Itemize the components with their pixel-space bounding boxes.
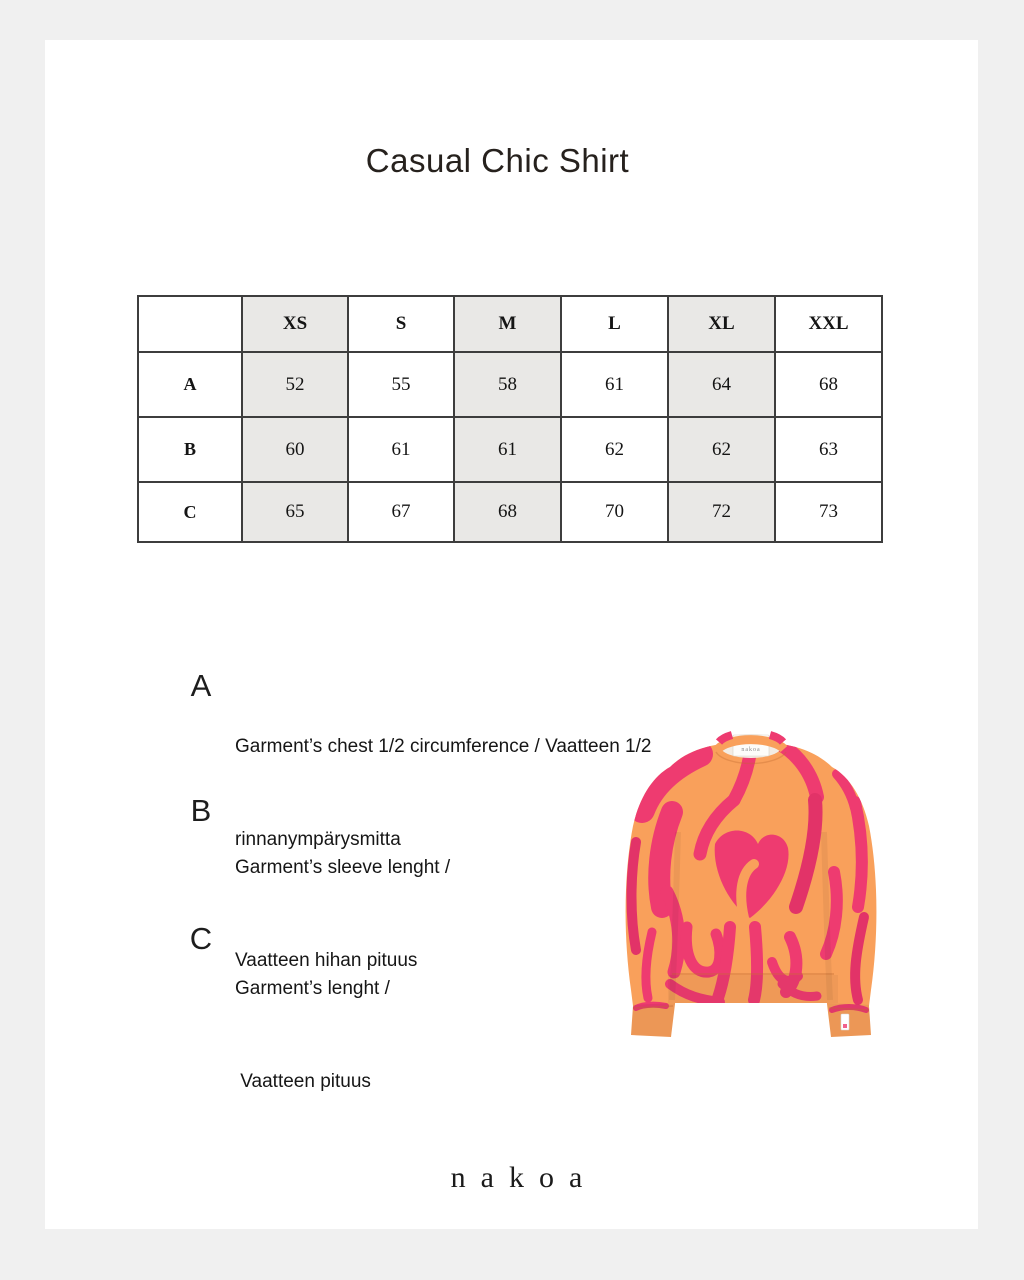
legend-letter-c: C (189, 921, 213, 956)
brand-logo (45, 1161, 978, 1195)
size-value-cell: 73 (775, 482, 882, 542)
size-value-cell: 60 (242, 417, 348, 482)
product-photo-sweatshirt (612, 722, 890, 1042)
legend-letter-a: A (190, 668, 212, 703)
size-value-cell: 61 (348, 417, 454, 482)
svg-text:nakoa: nakoa (741, 747, 761, 753)
size-value-cell: 64 (668, 352, 775, 417)
legend-text-b-line1: Garment’s sleeve lenght / (235, 857, 451, 878)
measure-row-label-c: C (138, 482, 242, 542)
size-value-cell: 58 (454, 352, 561, 417)
size-guide-card (45, 40, 978, 1229)
size-col-header-xl: XL (668, 296, 775, 352)
size-value-cell: 62 (668, 417, 775, 482)
size-table (137, 295, 883, 543)
size-value-cell: 65 (242, 482, 348, 542)
size-col-header-xxl: XXL (775, 296, 882, 352)
size-value-cell: 67 (348, 482, 454, 542)
size-value-cell: 55 (348, 352, 454, 417)
legend-text-c-line2: Vaatteen pituus (235, 1071, 371, 1092)
table-row-a (138, 352, 882, 417)
brand-logo-text: nakoa (450, 1161, 598, 1194)
legend-text-b-line2: Vaatteen hihan pituus (235, 950, 418, 971)
legend-text-a-line2: rinnanympärysmitta (235, 829, 401, 850)
size-value-cell: 70 (561, 482, 668, 542)
size-value-cell: 62 (561, 417, 668, 482)
size-value-cell: 72 (668, 482, 775, 542)
size-value-cell: 63 (775, 417, 882, 482)
measure-row-label-b: B (138, 417, 242, 482)
size-col-header-l: L (561, 296, 668, 352)
cuff-tag (841, 1014, 849, 1030)
size-value-cell: 68 (454, 482, 561, 542)
table-row-c (138, 482, 882, 542)
sweatshirt-body (612, 722, 890, 1042)
size-value-cell: 52 (242, 352, 348, 417)
legend-text-c-line1: Garment’s lenght / (235, 978, 390, 999)
size-table-header-row (138, 296, 882, 352)
size-col-header-s: S (348, 296, 454, 352)
size-value-cell: 68 (775, 352, 882, 417)
size-col-header-xs: XS (242, 296, 348, 352)
legend-text-a-line1: Garment’s chest 1/2 circumference / Vaatteen 1/2 (235, 736, 652, 757)
size-col-header-m: M (454, 296, 561, 352)
table-row-b (138, 417, 882, 482)
size-table-corner-cell (138, 296, 242, 352)
page-title: Casual Chic Shirt (365, 142, 630, 179)
size-value-cell: 61 (454, 417, 561, 482)
size-value-cell: 61 (561, 352, 668, 417)
legend-letter-b: B (190, 793, 212, 828)
measure-row-label-a: A (138, 352, 242, 417)
